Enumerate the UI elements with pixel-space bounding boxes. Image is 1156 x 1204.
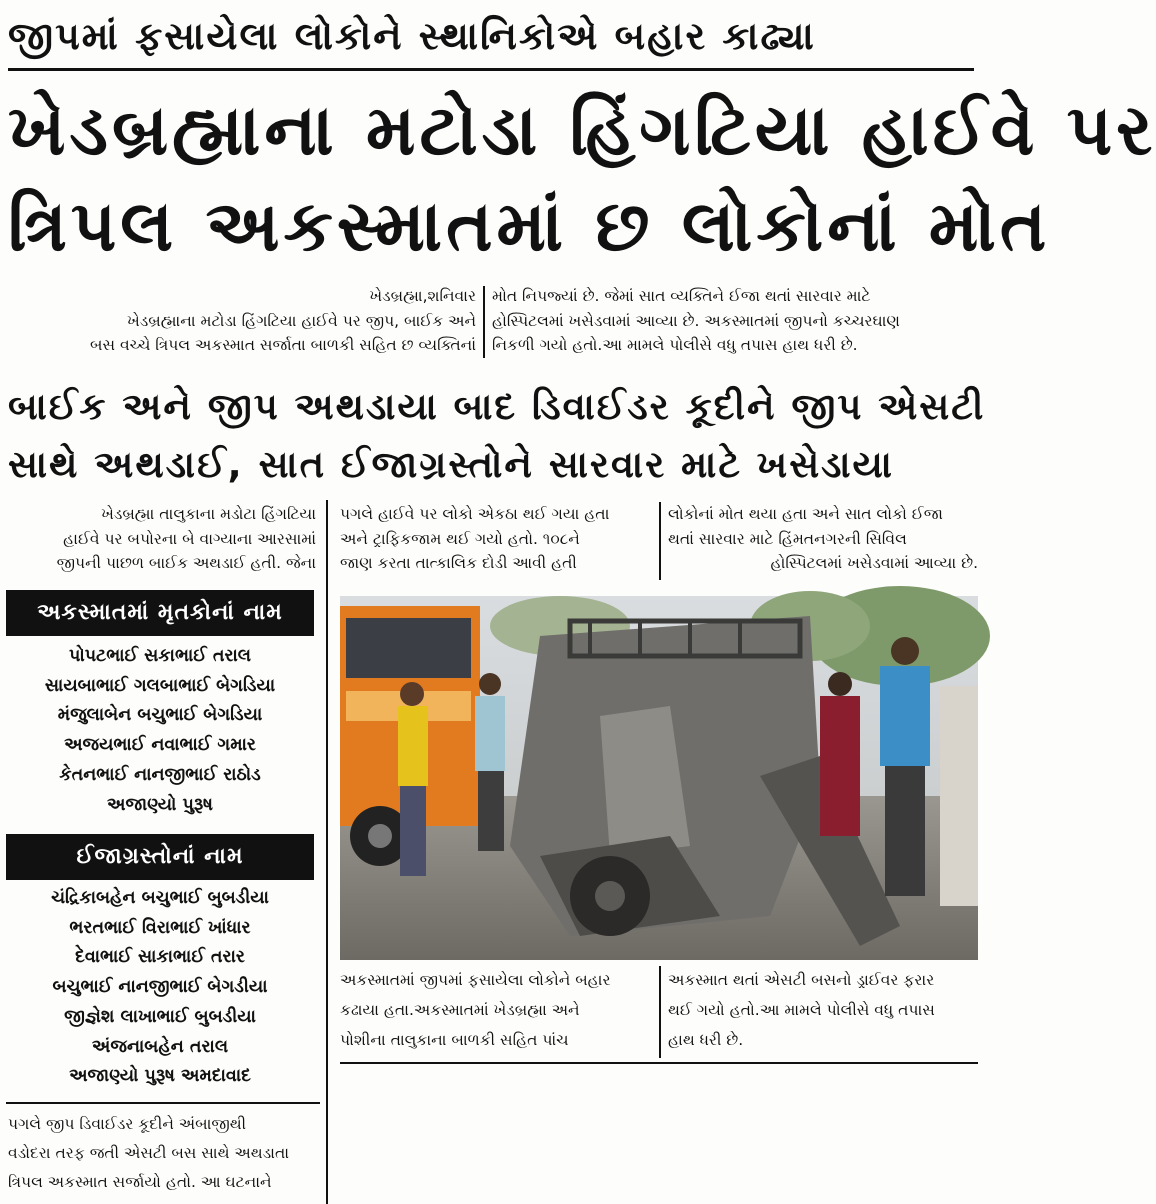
col1-top-line-1: ખેડબ્રહ્મા તાલુકાના મડોટા હિંગટિયા <box>101 505 316 523</box>
col2-bottom-line-2: કઢાયા હતા.અકસ્માતમાં ખેડબ્રહ્મા અને <box>340 1001 580 1019</box>
injured-name: અંજનાબહેન તરાલ <box>91 1036 229 1057</box>
headline-line-1: ખેડબ્રહ્માના મટોડા હિંગટિયા હાઈવે પર <box>8 89 1156 171</box>
col2-top-line-3: જાણ કરતા તાત્કાલિક દોડી આવી હતી <box>340 554 577 572</box>
deceased-list <box>6 642 314 820</box>
deceased-list-title: અકસ્માતમાં મૃતકોનાં નામ <box>6 590 314 636</box>
col1-bottom-line-2: વડોદરા તરફ જતી એસટી બસ સાથે અથડાતા <box>8 1144 290 1162</box>
deceased-name: અજયભાઈ નવાભાઈ ગમાર <box>64 735 256 756</box>
injured-list-title: ઈજાગ્રસ્તોનાં નામ <box>6 834 314 880</box>
col2-bottom-line-1: અકસ્માતમાં જીપમાં ફસાયેલા લોકોને બહાર <box>340 971 611 989</box>
lead-left-line-2: બસ વચ્ચે ત્રિપલ અકસ્માત સર્જાતા બાળકી સહિત છ વ્યક્તિનાં <box>90 336 476 354</box>
col3-top-line-2: થતાં સારવાર માટે હિંમતનગરની સિવિલ <box>668 529 907 548</box>
col1-bottom-line-3: ત્રિપલ અકસ્માત સર્જાયો હતો. આ ઘટનાને <box>8 1173 272 1191</box>
col3-bottom-line-2: થઈ ગયો હતો.આ મામલે પોલીસે વધુ તપાસ <box>668 1001 935 1019</box>
lead-right-line-2: હોસ્પિટલમાં ખસેડવામાં આવ્યા છે. અકસ્માતમાં જીપનો કચ્ચરઘાણ <box>492 311 900 330</box>
injured-name: જીજ્ઞેશ લાખાભાઈ બુબડીયા <box>64 1006 256 1027</box>
col1-top-line-3: જીપની પાછળ બાઈક અથડાઈ હતી. જેના <box>56 554 316 572</box>
deceased-name: કેતનભાઈ નાનજીભાઈ રાઠોડ <box>59 764 261 785</box>
lead-right-line-1: મોત નિપજ્યાં છે. જેમાં સાત વ્યક્તિને ઈજા થતાં સારવાર માટે <box>492 287 871 305</box>
col2-top-line-1: પગલે હાઈવે પર લોકો એકઠા થઈ ગયા હતા <box>340 505 610 523</box>
deceased-name: અજાણ્યો પુરૂષ <box>107 794 213 815</box>
injured-name: ચંદ્રિકાબહેન બચુભાઈ બુબડીયા <box>51 888 269 908</box>
col3-top-line-1: લોકોનાં મોત થયા હતા અને સાત લોકો ઈજા <box>668 505 943 523</box>
col2-top-line-2: અને ટ્રાફિકજામ થઈ ગયો હતો. ૧૦૮ને <box>340 529 580 548</box>
deceased-name: મંજુલાબેન બચુભાઈ બેગડિયા <box>57 705 263 726</box>
names-box-bottom-rule <box>6 1102 320 1104</box>
lead-left-line-1: ખેડબ્રહ્માના મટોડા હિંગટિયા હાઈવે પર જીપ, બાઈક અને <box>127 311 476 330</box>
dateline: ખેડબ્રહ્મા,શનિવાર <box>369 287 476 305</box>
col1-bottom-line-1: પગલે જીપ ડિવાઈડર કૂદીને અંબાજીથી <box>8 1115 247 1133</box>
lead-column-rule <box>483 286 485 358</box>
top-column-rule <box>659 502 661 580</box>
col1-top-line-2: હાઈવે પર બપોરના બે વાગ્યાના આરસામાં <box>63 529 316 548</box>
col3-top-line-3: હોસ્પિટલમાં ખસેડવામાં આવ્યા છે. <box>770 554 978 572</box>
injured-list <box>6 884 314 1092</box>
col3-bottom-line-3: હાથ ધરી છે. <box>668 1031 744 1049</box>
headline-line-2: ત્રિપલ અકસ્માતમાં છ લોકોનાં મોત <box>8 185 1051 267</box>
injured-name: ભરતભાઈ વિરાભાઈ ખાંધાર <box>69 917 251 938</box>
bottom-column-rule <box>659 966 661 1058</box>
subhead-line-1: બાઈક અને જીપ અથડાયા બાદ ડિવાઈડર કૂદીને જીપ એસટી <box>8 385 986 428</box>
col3-bottom-line-1: અકસ્માત થતાં એસટી બસનો ડ્રાઈવર ફરાર <box>668 971 935 989</box>
subhead-line-2: સાથે અથડાઈ, સાત ઈજાગ્રસ્તોને સારવાર માટે ખસેડાયા <box>8 443 894 486</box>
kicker: જીપમાં ફસાયેલા લોકોને સ્થાનિકોએ બહાર કાઢ્યા <box>8 4 974 71</box>
deceased-name: સાયબાભાઈ ગલબાભાઈ બેગડિયા <box>44 675 276 696</box>
lead-right-line-3: નિકળી ગયો હતો.આ મામલે પોલીસે વધુ તપાસ હાથ ધરી છે. <box>492 336 858 354</box>
photo-caption-bottom-rule <box>340 1062 978 1064</box>
injured-name: બચુભાઈ નાનજીભાઈ બેગડીયા <box>52 977 268 998</box>
accident-photo <box>340 596 978 960</box>
deceased-name: પોપટભાઈ સકાભાઈ તરાલ <box>68 646 252 666</box>
main-column-rule <box>326 500 328 1204</box>
injured-name: દેવાભાઈ સાકાભાઈ તરાર <box>75 947 245 968</box>
col2-bottom-line-3: પોશીના તાલુકાના બાળકી સહિત પાંચ <box>340 1031 569 1049</box>
injured-name: અજાણ્યો પુરૂષ અમદાવાદ <box>69 1066 251 1087</box>
